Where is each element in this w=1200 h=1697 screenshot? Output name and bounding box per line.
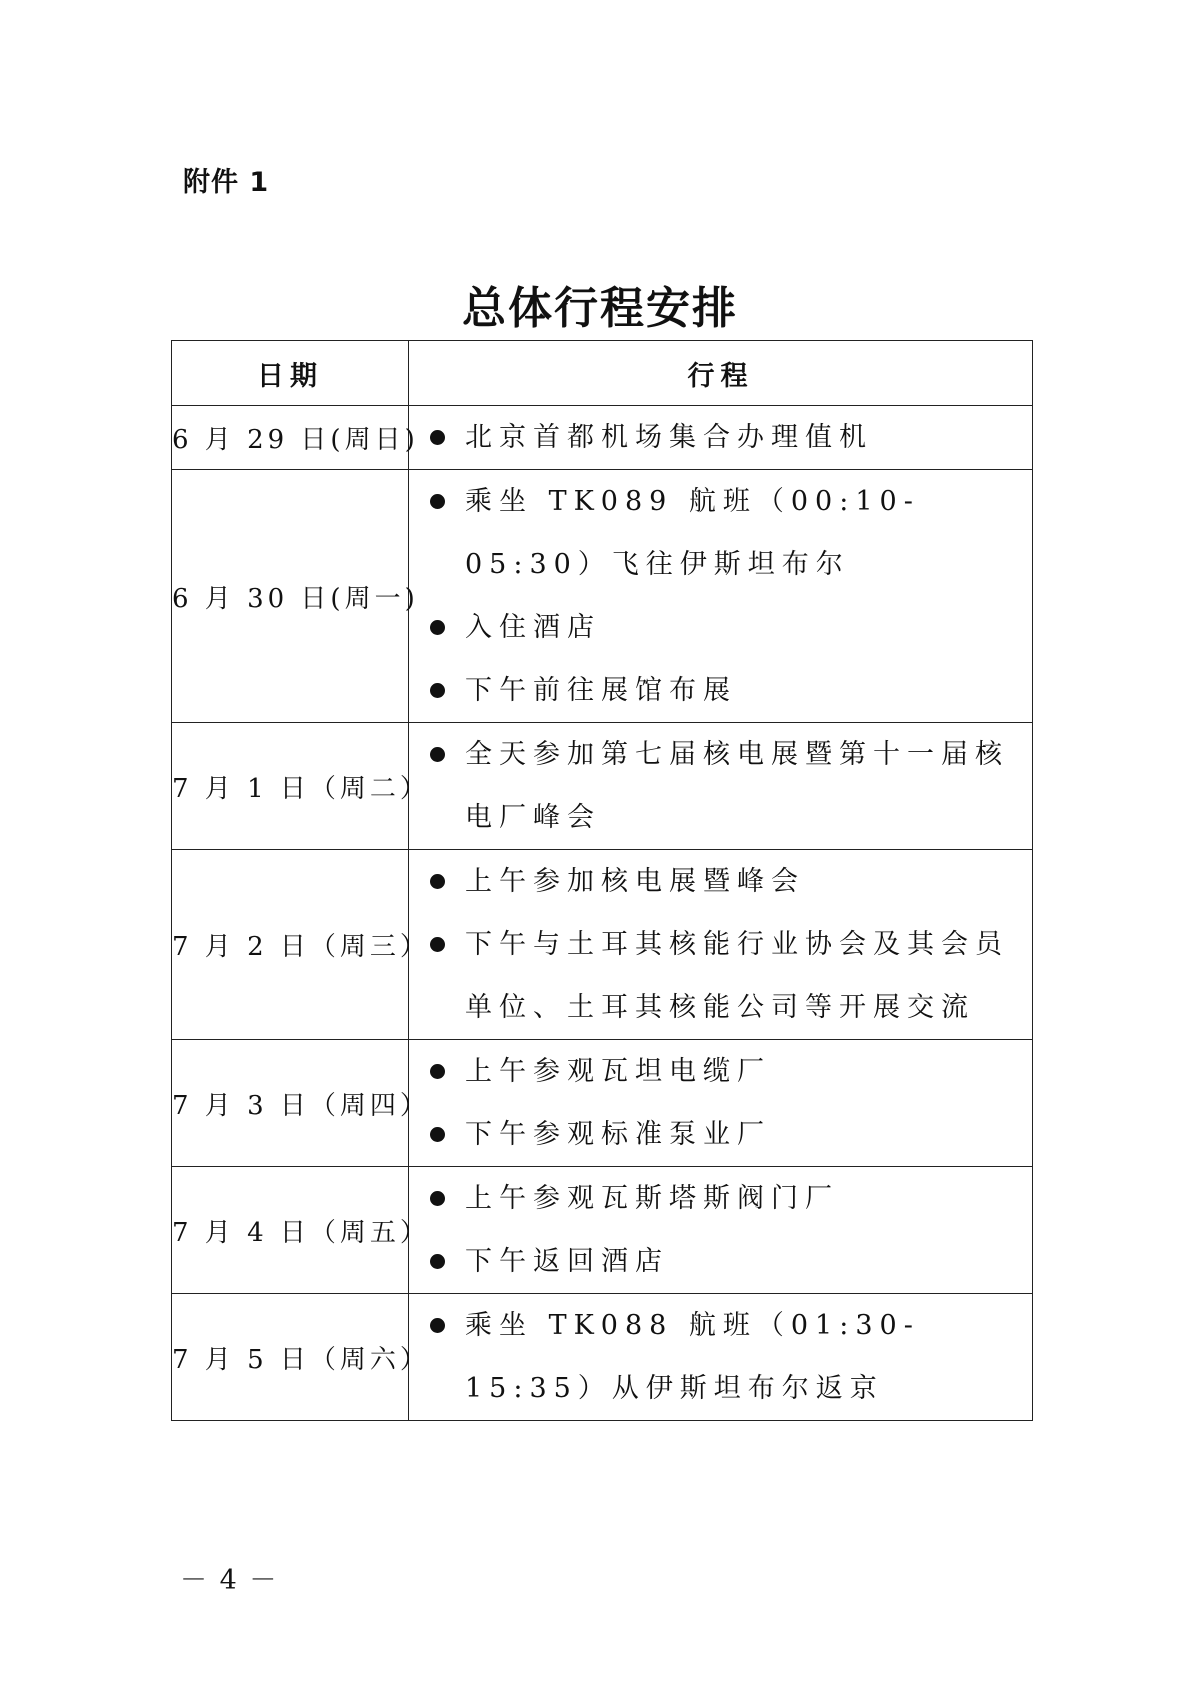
list-item [409,1294,1032,1420]
bullet-icon [409,1294,465,1357]
document-title: 总体行程安排 [462,283,738,334]
plan-cell [409,470,1033,723]
bullet-icon [409,406,465,469]
list-item [409,1103,1032,1166]
bullet-icon [409,1230,465,1293]
bullet-icon [409,850,465,913]
table-row [172,1167,1033,1294]
list-item [409,659,1032,722]
date-cell: 7 月 4 日（周五） [172,1167,409,1294]
bullet-icon [409,596,465,659]
date-cell: 7 月 1 日（周二） [172,723,409,850]
bullet-icon [409,1103,465,1166]
plan-cell [409,850,1033,1040]
item-text: 上午参观瓦坦电缆厂 [465,1056,771,1087]
list-item [409,1040,1032,1103]
bullet-icon [409,723,465,786]
item-text: 乘坐 TK089 航班（00:10-05:30）飞往伊斯坦布尔 [465,486,920,580]
header-plan: 行程 [409,341,1033,406]
item-text: 下午参观标准泵业厂 [465,1119,771,1150]
table-row [172,406,1033,470]
list-item [409,406,1032,469]
schedule-table [171,340,1033,1421]
list-item [409,596,1032,659]
list-item [409,913,1032,1039]
attachment-label: 附件 1 [183,167,270,198]
table-header-row [172,341,1033,406]
date-cell: 7 月 2 日（周三） [172,850,409,1040]
date-cell: 6 月 30 日(周一) [172,470,409,723]
table-row [172,1040,1033,1167]
date-cell: 7 月 3 日（周四） [172,1040,409,1167]
plan-cell [409,1040,1033,1167]
item-text: 北京首都机场集合办理值机 [465,422,873,453]
date-cell: 7 月 5 日（周六） [172,1294,409,1421]
item-text: 下午与土耳其核能行业协会及其会员单位、土耳其核能公司等开展交流 [465,929,1009,1023]
item-text: 全天参加第七届核电展暨第十一届核电厂峰会 [465,739,1009,833]
table-row [172,470,1033,723]
table-row [172,1294,1033,1421]
plan-cell [409,723,1033,850]
table-row [172,850,1033,1040]
item-text: 下午返回酒店 [465,1246,669,1277]
list-item [409,1230,1032,1293]
item-text: 下午前往展馆布展 [465,675,737,706]
bullet-icon [409,1167,465,1230]
bullet-icon [409,659,465,722]
list-item [409,723,1032,849]
date-cell: 6 月 29 日(周日) [172,406,409,470]
list-item [409,470,1032,596]
item-text: 上午参观瓦斯塔斯阀门厂 [465,1183,839,1214]
bullet-icon [409,1040,465,1103]
bullet-icon [409,913,465,976]
list-item [409,1167,1032,1230]
page-number: － 4 － [180,1565,279,1596]
item-text: 乘坐 TK088 航班（01:30-15:35）从伊斯坦布尔返京 [465,1310,920,1404]
header-date: 日期 [172,341,409,406]
bullet-icon [409,470,465,533]
item-text: 上午参加核电展暨峰会 [465,866,805,897]
list-item [409,850,1032,913]
item-text: 入住酒店 [465,612,601,643]
plan-cell [409,406,1033,470]
plan-cell [409,1167,1033,1294]
plan-cell [409,1294,1033,1421]
table-row [172,723,1033,850]
